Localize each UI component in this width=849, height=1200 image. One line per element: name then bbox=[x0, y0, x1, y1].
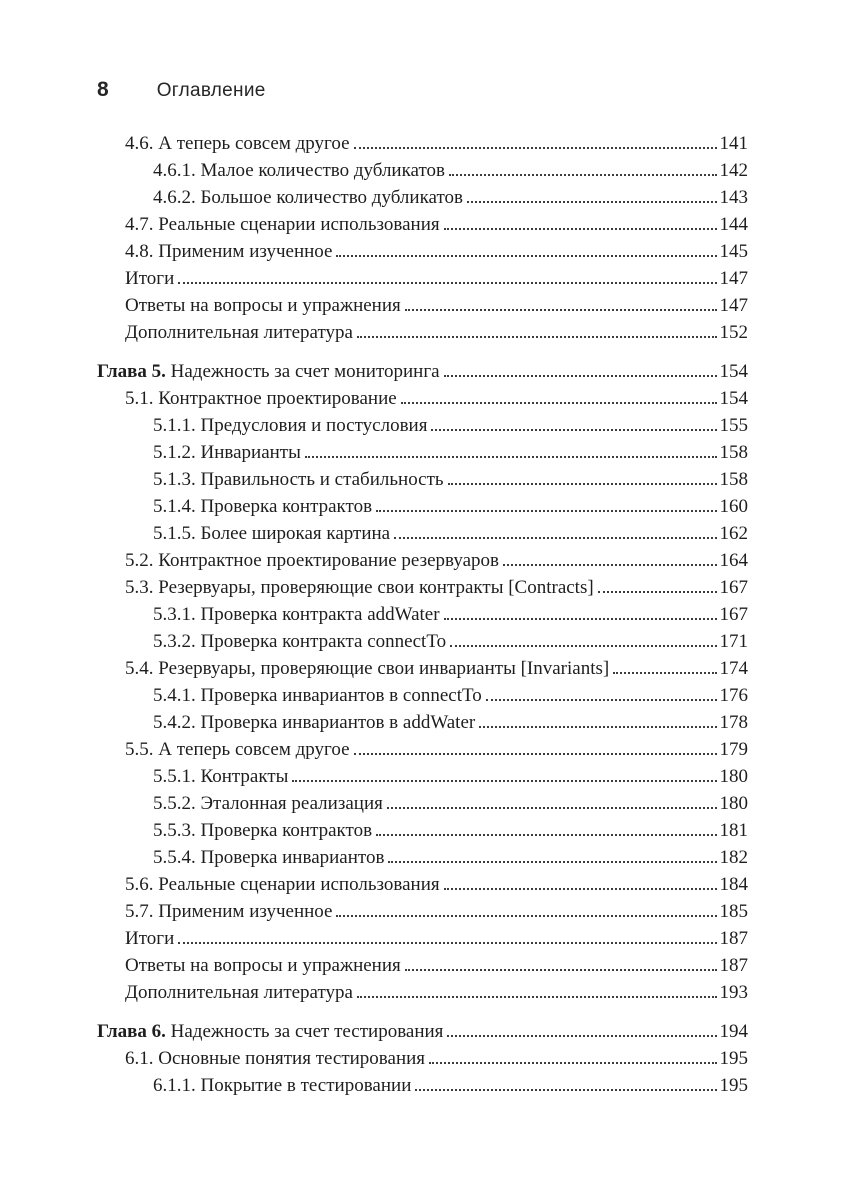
toc-entry bbox=[97, 952, 748, 979]
toc-entry bbox=[97, 574, 748, 601]
toc-entry-page: 181 bbox=[719, 820, 748, 841]
toc-entry bbox=[97, 655, 748, 682]
toc-entry-page: 180 bbox=[719, 766, 748, 787]
toc-entry-page: 152 bbox=[719, 322, 748, 343]
toc-entry-label: 5.6. Реальные сценарии использования bbox=[125, 874, 440, 895]
toc-entry-label: Итоги bbox=[125, 928, 175, 949]
toc-entry bbox=[97, 493, 748, 520]
toc-entry-page: 193 bbox=[719, 982, 748, 1003]
dot-leader bbox=[486, 699, 717, 701]
dot-leader bbox=[429, 1062, 716, 1064]
toc-entry bbox=[97, 1072, 748, 1099]
toc-entry-page: 158 bbox=[719, 469, 748, 490]
toc-entry-page: 174 bbox=[719, 658, 748, 679]
toc-entry-page: 145 bbox=[719, 241, 748, 262]
toc-entry bbox=[97, 292, 748, 319]
dot-leader bbox=[178, 282, 716, 284]
toc-entry bbox=[97, 898, 748, 925]
dot-leader bbox=[449, 174, 716, 176]
toc-entry bbox=[97, 871, 748, 898]
toc-chapter-entry bbox=[97, 358, 748, 385]
toc-entry-page: 182 bbox=[719, 847, 748, 868]
toc-entry-page: 195 bbox=[719, 1048, 748, 1069]
toc-entry-page: 143 bbox=[719, 187, 748, 208]
dot-leader bbox=[387, 807, 717, 809]
dot-leader bbox=[448, 483, 717, 485]
dot-leader bbox=[479, 726, 716, 728]
toc-entry-label: 5.1. Контрактное проектирование bbox=[125, 388, 397, 409]
toc-entry-page: 155 bbox=[719, 415, 748, 436]
toc-entry-label: 5.5. А теперь совсем другое bbox=[125, 739, 350, 760]
toc-entry bbox=[97, 466, 748, 493]
toc-entry-page: 171 bbox=[719, 631, 748, 652]
toc-entry bbox=[97, 736, 748, 763]
toc-entry-page: 167 bbox=[719, 577, 748, 598]
toc-entry-page: 164 bbox=[719, 550, 748, 571]
page-number: 8 bbox=[97, 78, 109, 101]
toc-entry bbox=[97, 319, 748, 346]
toc-entry-label: 5.1.3. Правильность и стабильность bbox=[153, 469, 444, 490]
toc-entry bbox=[97, 817, 748, 844]
toc-entry-label: Дополнительная литература bbox=[125, 982, 353, 1003]
dot-leader bbox=[467, 201, 717, 203]
toc-entry-page: 180 bbox=[719, 793, 748, 814]
toc-entry-page: 147 bbox=[719, 268, 748, 289]
toc-entry-label: 5.3.2. Проверка контракта connectTo bbox=[153, 631, 447, 652]
toc-entry bbox=[97, 184, 748, 211]
toc-entry-label: 4.7. Реальные сценарии использования bbox=[125, 214, 440, 235]
toc-entry-page: 185 bbox=[719, 901, 748, 922]
toc-entry-label: 5.7. Применим изученное bbox=[125, 901, 333, 922]
toc-entry bbox=[97, 790, 748, 817]
toc-entry-label: 5.1.2. Инварианты bbox=[153, 442, 301, 463]
page-title: Оглавление bbox=[156, 80, 266, 101]
toc-entry bbox=[97, 979, 748, 1006]
toc-entry-page: 167 bbox=[719, 604, 748, 625]
toc-entry bbox=[97, 439, 748, 466]
toc-entry-label: 4.6.1. Малое количество дубликатов bbox=[153, 160, 446, 181]
dot-leader bbox=[450, 645, 716, 647]
toc-entry-page: 154 bbox=[719, 361, 748, 382]
dot-leader bbox=[336, 915, 716, 917]
dot-leader bbox=[401, 402, 717, 404]
dot-leader bbox=[405, 309, 717, 311]
dot-leader bbox=[305, 456, 717, 458]
toc-entry-label: 5.1.4. Проверка контрактов bbox=[153, 496, 373, 517]
toc-entry-label: 5.5.4. Проверка инвариантов bbox=[153, 847, 385, 868]
toc-chapter-entry bbox=[97, 1018, 748, 1045]
toc-entry-label: 4.8. Применим изученное bbox=[125, 241, 333, 262]
toc-list bbox=[97, 130, 748, 1099]
dot-leader bbox=[336, 255, 716, 257]
toc-entry-label: 5.2. Контрактное проектирование резервуаров bbox=[125, 550, 500, 571]
dot-leader bbox=[444, 618, 717, 620]
toc-entry-label: 5.5.1. Контракты bbox=[153, 766, 289, 787]
toc-entry-page: 187 bbox=[719, 928, 748, 949]
dot-leader bbox=[357, 996, 717, 998]
dot-leader bbox=[376, 510, 716, 512]
toc-entry bbox=[97, 547, 748, 574]
toc-entry-label: 5.5.3. Проверка контрактов bbox=[153, 820, 373, 841]
toc-entry-page: 176 bbox=[719, 685, 748, 706]
toc-entry bbox=[97, 925, 748, 952]
toc-entry-label: 5.1.1. Предусловия и постусловия bbox=[153, 415, 428, 436]
dot-leader bbox=[394, 537, 716, 539]
toc-chapter-prefix: Глава 5. bbox=[97, 361, 171, 382]
toc-entry-page: 147 bbox=[719, 295, 748, 316]
toc-entry bbox=[97, 211, 748, 238]
toc-entry-page: 154 bbox=[719, 388, 748, 409]
toc-entry-page: 194 bbox=[719, 1021, 748, 1042]
toc-entry bbox=[97, 1045, 748, 1072]
toc-entry bbox=[97, 682, 748, 709]
dot-leader bbox=[503, 564, 716, 566]
toc-entry-page: 179 bbox=[719, 739, 748, 760]
toc-entry bbox=[97, 520, 748, 547]
toc-entry-label: Ответы на вопросы и упражнения bbox=[125, 955, 401, 976]
dot-leader bbox=[357, 336, 717, 338]
dot-leader bbox=[354, 753, 717, 755]
toc-entry bbox=[97, 412, 748, 439]
toc-entry-label: Итоги bbox=[125, 268, 175, 289]
dot-leader bbox=[431, 429, 716, 431]
toc-entry-page: 142 bbox=[719, 160, 748, 181]
toc-entry-page: 144 bbox=[719, 214, 748, 235]
toc-entry-page: 184 bbox=[719, 874, 748, 895]
toc-entry-label: 5.3. Резервуары, проверяющие свои контракты [Contracts] bbox=[125, 577, 594, 598]
toc-entry bbox=[97, 709, 748, 736]
toc-entry-label: 6.1. Основные понятия тестирования bbox=[125, 1048, 426, 1069]
toc-entry-page: 178 bbox=[719, 712, 748, 733]
dot-leader bbox=[444, 888, 717, 890]
toc-entry bbox=[97, 130, 748, 157]
dot-leader bbox=[444, 228, 717, 230]
toc-entry-page: 195 bbox=[719, 1075, 748, 1096]
toc-entry-label: Глава 5. Надежность за счет мониторинга bbox=[97, 361, 440, 382]
toc-entry-label: 5.4. Резервуары, проверяющие свои инварианты [Invariants] bbox=[125, 658, 610, 679]
dot-leader bbox=[598, 591, 717, 593]
toc-entry-page: 141 bbox=[719, 133, 748, 154]
dot-leader bbox=[388, 861, 716, 863]
dot-leader bbox=[447, 1035, 716, 1037]
toc-entry bbox=[97, 265, 748, 292]
toc-entry-label: 5.4.2. Проверка инвариантов в addWater bbox=[153, 712, 476, 733]
toc-entry bbox=[97, 628, 748, 655]
toc-entry-label: 5.5.2. Эталонная реализация bbox=[153, 793, 383, 814]
toc-entry-label: 5.4.1. Проверка инвариантов в connectTo bbox=[153, 685, 482, 706]
toc-entry-page: 158 bbox=[719, 442, 748, 463]
toc-entry-page: 187 bbox=[719, 955, 748, 976]
running-head bbox=[97, 78, 748, 102]
dot-leader bbox=[376, 834, 716, 836]
toc-entry-label: 6.1.1. Покрытие в тестировании bbox=[153, 1075, 412, 1096]
toc-entry-label: Дополнительная литература bbox=[125, 322, 353, 343]
dot-leader bbox=[178, 942, 716, 944]
toc-entry-page: 162 bbox=[719, 523, 748, 544]
toc-entry-label: Глава 6. Надежность за счет тестирования bbox=[97, 1021, 444, 1042]
toc-entry bbox=[97, 601, 748, 628]
toc-entry-label: 4.6.2. Большое количество дубликатов bbox=[153, 187, 463, 208]
dot-leader bbox=[613, 672, 716, 674]
toc-entry bbox=[97, 385, 748, 412]
toc-entry-label: 5.3.1. Проверка контракта addWater bbox=[153, 604, 440, 625]
toc-entry-page: 160 bbox=[719, 496, 748, 517]
dot-leader bbox=[444, 375, 717, 377]
toc-entry bbox=[97, 763, 748, 790]
toc-entry-label: 5.1.5. Более широкая картина bbox=[153, 523, 391, 544]
dot-leader bbox=[415, 1089, 716, 1091]
dot-leader bbox=[354, 147, 717, 149]
dot-leader bbox=[405, 969, 717, 971]
toc-entry-label: Ответы на вопросы и упражнения bbox=[125, 295, 401, 316]
toc-chapter-prefix: Глава 6. bbox=[97, 1021, 171, 1042]
toc-entry bbox=[97, 238, 748, 265]
toc-entry-label: 4.6. А теперь совсем другое bbox=[125, 133, 350, 154]
toc-entry bbox=[97, 844, 748, 871]
dot-leader bbox=[292, 780, 716, 782]
toc-entry bbox=[97, 157, 748, 184]
